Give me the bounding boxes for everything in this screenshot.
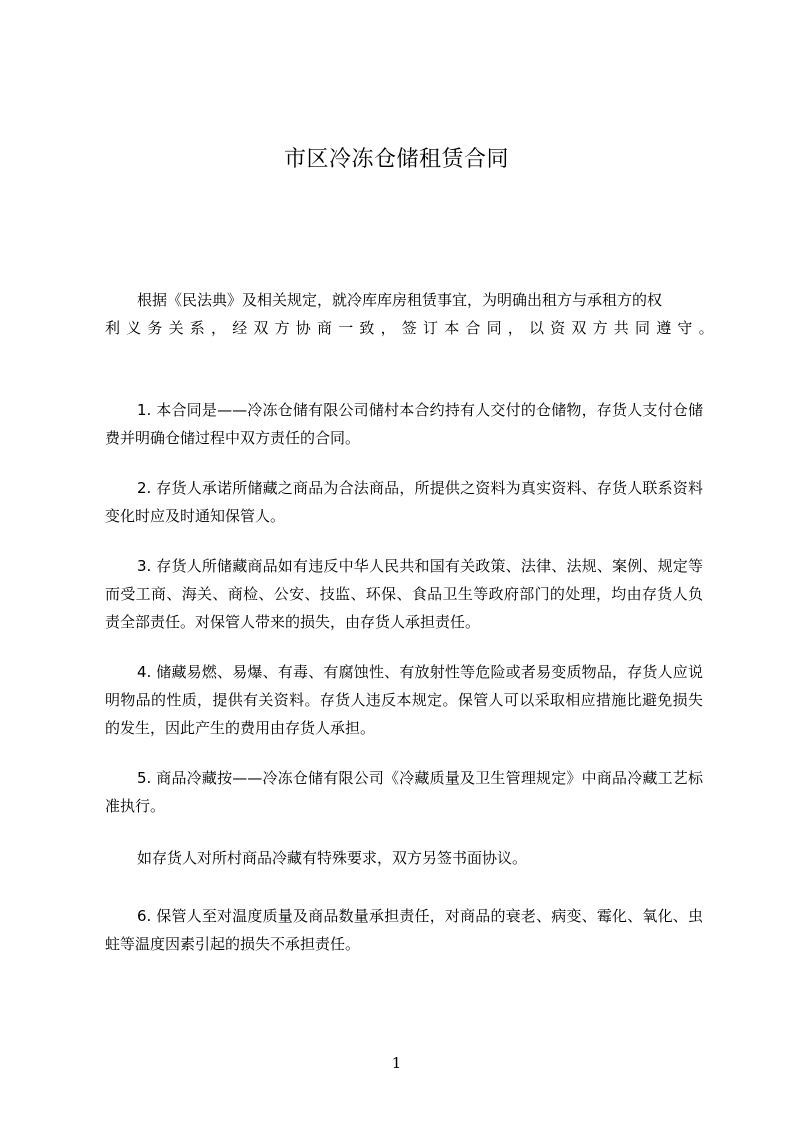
preamble-line-2: 利义务关系，经双方协商一致，签订本合同，以资双方共同遵守。 bbox=[105, 319, 720, 337]
clause-5: 5. 商品冷藏按——冷冻仓储有限公司《冷藏质量及卫生管理规定》中商品冷藏工艺标准执行。 bbox=[105, 769, 703, 815]
page-number: 1 bbox=[391, 1054, 402, 1072]
clause-1: 1. 本合同是——冷冻仓储有限公司储村本合约持有人交付的仓储物，存货人支付仓储费并明确仓储过程中双方责任的合同。 bbox=[105, 401, 703, 447]
clause-6: 6. 保管人至对温度质量及商品数量承担责任，对商品的衰老、病变、霉化、氧化、虫蛀等温度因素引起的损失不承担责任。 bbox=[105, 907, 703, 953]
clause-2: 2. 存货人承诺所储藏之商品为合法商品，所提供之资料为真实资料、存货人联系资料变化时应及时通知保管人。 bbox=[105, 479, 703, 525]
clause-5-note: 如存货人对所村商品冷藏有特殊要求，双方另签书面协议。 bbox=[137, 849, 528, 867]
document-title: 市区冷冻仓储租赁合同 bbox=[283, 147, 509, 172]
clause-3: 3. 存货人所储藏商品如有违反中华人民共和国有关政策、法律、法规、案例、规定等而受工商、海关、商检、公安、技监、环保、食品卫生等政府部门的处理，均由存货人负责全部责任。对保管人带来的损失，由存货人承担责任。 bbox=[105, 557, 703, 631]
preamble-line-1: 根据《民法典》及相关规定，就冷库库房租赁事宜，为明确出租方与承租方的权 bbox=[137, 291, 663, 309]
clause-4: 4. 储藏易燃、易爆、有毒、有腐蚀性、有放射性等危险或者易变质物品，存货人应说明物品的性质，提供有关资料。存货人违反本规定。保管人可以采取相应措施比避免损失的发生，因此产生的费用由存货人承担。 bbox=[105, 663, 703, 737]
